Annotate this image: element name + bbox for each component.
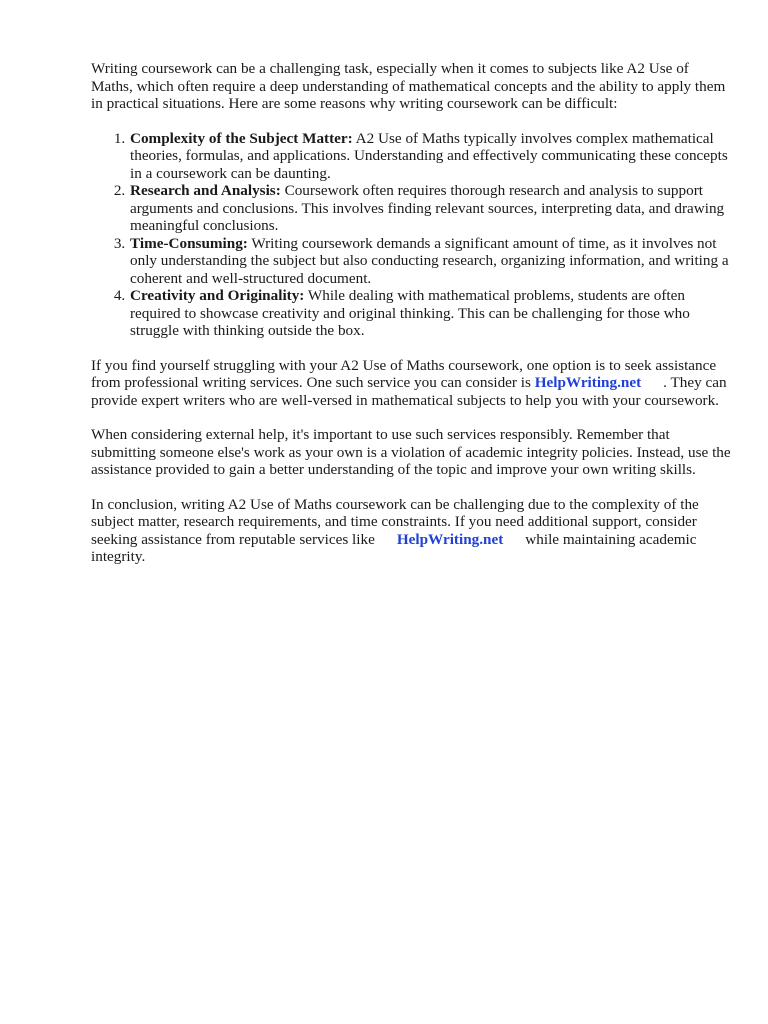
- list-item: [129, 235, 731, 288]
- document-page: [91, 60, 731, 583]
- reason-text: Writing coursework demands a significant amount of time, as it involves not only understanding the subject but also conducting research, organizing information, and writing a coherent and well-structured document.: [130, 234, 729, 287]
- help-text-after: . They can provide expert writers who are well-versed in mathematical subjects to help you with your coursework.: [91, 374, 727, 409]
- helpwriting-link[interactable]: HelpWriting.net: [534, 374, 642, 391]
- reasons-list: [91, 130, 731, 340]
- helpwriting-link[interactable]: HelpWriting.net: [396, 530, 504, 548]
- reason-term: Creativity and Originality:: [130, 287, 305, 304]
- conclusion-text-after: while maintaining academic integrity.: [91, 530, 697, 565]
- help-paragraph: [91, 357, 731, 410]
- list-item: [129, 130, 731, 183]
- reason-text: Coursework often requires thorough research and analysis to support arguments and conclusions. This involves finding relevant sources, interpreting data, and drawing meaningful conclusions.: [130, 182, 725, 234]
- intro-paragraph: Writing coursework can be a challenging task, especially when it comes to subjects like A2 Use of Maths, which often require a deep understanding of mathematical concepts and the ability to apply them in practical situations. Here are some reasons why writing coursework can be difficult:: [91, 60, 726, 112]
- help-text-before: If you find yourself struggling with your A2 Use of Maths coursework, one option is to seek assistance from professional writing services. One such service you can consider is: [91, 356, 717, 391]
- reason-term: Time-Consuming:: [130, 234, 248, 252]
- conclusion-paragraph: [91, 496, 731, 566]
- conclusion-text-before: In conclusion, writing A2 Use of Maths coursework can be challenging due to the complexity of the subject matter, research requirements, and time constraints. If you need additional support, consider seeking assistance from reputable services like: [91, 495, 699, 548]
- list-item: [129, 182, 731, 235]
- reason-term: Complexity of the Subject Matter:: [130, 129, 353, 147]
- list-item: [129, 287, 731, 340]
- responsibility-paragraph: When considering external help, it's important to use such services responsibly. Remember that submitting someone else's work as your own is a violation of academic integrity policies. Instead, use the assistance provided to gain a better understanding of the topic and improve your own writing skills.: [91, 426, 731, 478]
- reason-term: Research and Analysis:: [130, 182, 281, 199]
- reason-text: A2 Use of Maths typically involves complex mathematical theories, formulas, and applications. Understanding and effectively communicating these concepts in a coursework can be daunting.: [130, 129, 728, 182]
- reason-text: While dealing with mathematical problems, students are often required to showcase creativity and original thinking. This can be challenging for those who struggle with thinking outside the box.: [130, 287, 690, 339]
